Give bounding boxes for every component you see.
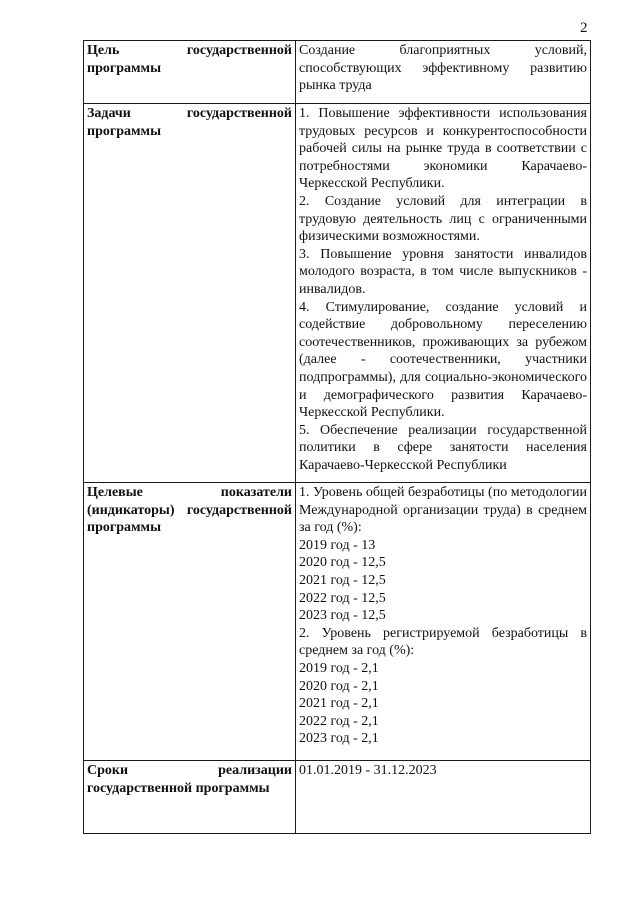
- row-label-tasks: Задачи государственной программы: [84, 104, 296, 483]
- task-item: 2. Создание условий для интеграции в трудовую деятельность лиц с ограниченными физическими возможностями.: [299, 193, 587, 245]
- task-item: 4. Стимулирование, создание условий и содействие добровольному переселению соотечественников, проживающих за рубежом (далее - соотечественники, участники подпрограммы), для социально-экономического и демографического развития Карачаево-Черкесской Республики.: [299, 299, 587, 421]
- row-value-goal: Создание благоприятных условий, способствующих эффективному развитию рынка труда: [296, 41, 591, 104]
- row-value-terms: 01.01.2019 - 31.12.2023: [296, 761, 591, 834]
- task-item: 5. Обеспечение реализации государственной политики в сфере занятости населения Карачаево-Черкесской Республики: [299, 422, 587, 473]
- indicator-title: 1. Уровень общей безработицы (по методологии Международной организации труда) в среднем за год (%):: [299, 485, 587, 536]
- indicator-year-value: 2021 год - 2,1: [299, 696, 379, 712]
- table-row-indicators: [84, 483, 591, 761]
- indicator-year-value: 2019 год - 2,1: [299, 660, 379, 676]
- indicator-year-value: 2023 год - 12,5: [299, 608, 386, 624]
- indicator-year-value: 2022 год - 12,5: [299, 590, 386, 606]
- task-item: 1. Повышение эффективности использования трудовых ресурсов и конкурентоспособности рабочей силы на рынке труда в соответствии с потребностями экономики Карачаево-Черкесской Республики.: [299, 106, 587, 192]
- page-number: 2: [580, 20, 588, 36]
- row-label-goal: Цель государственной программы: [84, 41, 296, 104]
- indicator-year-value: 2019 год - 13: [299, 537, 376, 553]
- row-label-terms: Сроки реализации государственной программы: [84, 761, 296, 834]
- indicator-year-value: 2020 год - 2,1: [299, 678, 379, 694]
- table-row-terms: [84, 761, 591, 834]
- indicator-year-value: 2020 год - 12,5: [299, 555, 386, 571]
- indicator-title: 2. Уровень регистрируемой безработицы в среднем за год (%):: [299, 625, 587, 659]
- row-label-indicators: Целевые показатели (индикаторы) государственной программы: [84, 483, 296, 761]
- program-passport-table: [83, 40, 591, 834]
- indicator-year-value: 2022 год - 2,1: [299, 713, 379, 729]
- table-row-tasks: [84, 104, 591, 483]
- row-value-indicators: [296, 483, 591, 761]
- indicator-year-value: 2023 год - 2,1: [299, 731, 379, 747]
- row-value-tasks: [296, 104, 591, 483]
- task-item: 3. Повышение уровня занятости инвалидов молодого возраста, в том числе выпускников - инвалидов.: [299, 246, 587, 297]
- table-row-goal: [84, 41, 591, 104]
- indicator-year-value: 2021 год - 12,5: [299, 572, 386, 588]
